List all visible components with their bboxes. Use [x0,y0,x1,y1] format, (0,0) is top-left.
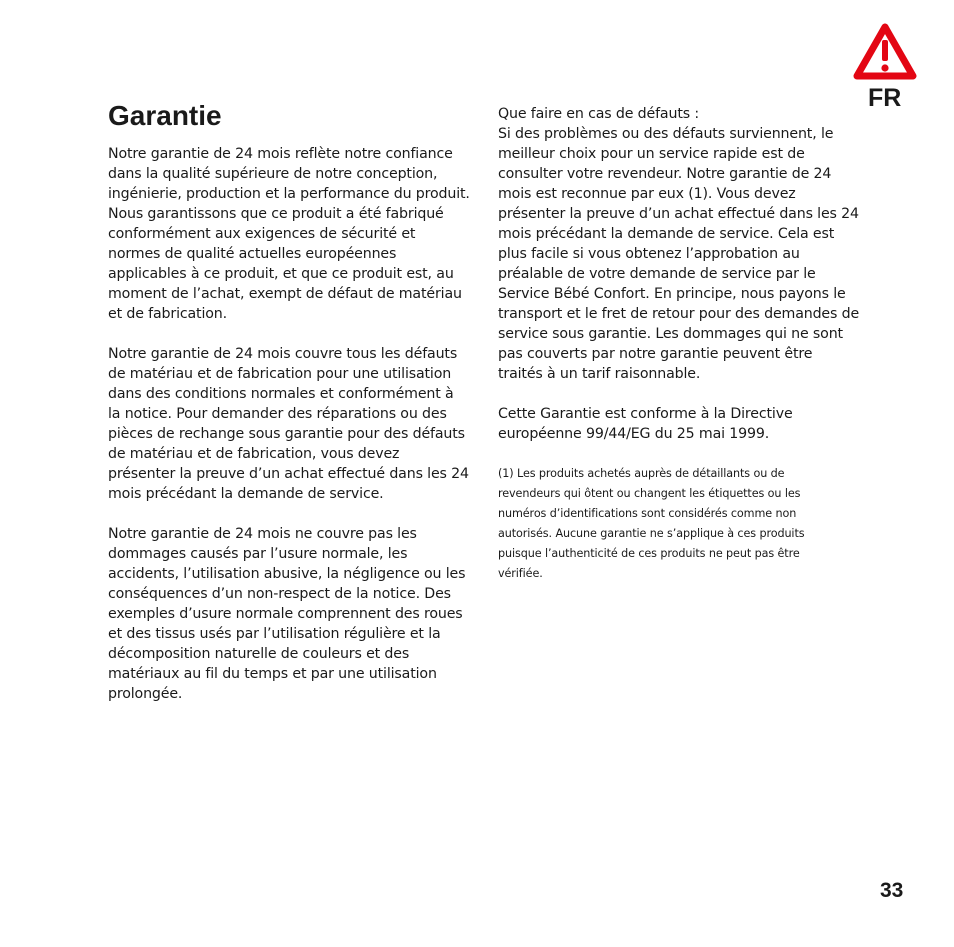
warranty-paragraph-1: Notre garantie de 24 mois reflète notre confiance dans la qualité supérieure de notre conception, ingénierie, production et la performance du produit. Nous garantissons que ce produit a été fabriqué conformément aux exigences de sécurité et normes de qualité actuelles européennes applicables à ce produit, et que ce produit est, au moment de l’achat, exempt de défaut de matériau et de fabrication. [108,146,470,322]
defects-paragraph: Si des problèmes ou des défauts surviennent, le meilleur choix pour un service rapide est de consulter votre revendeur. Notre garantie de 24 mois est reconnue par eux (1). Vous devez présenter la preuve d’un achat effectué dans les 24 mois précédant la demande de service. Cela est plus facile si vous obtenez l’approbation au préalable de votre demande de service par le Service Bébé Confort. En principe, nous payons le transport et le fret de retour pour des demandes de service sous garantie. Les dommages qui ne sont pas couverts par notre garantie peuvent être traités à un tarif raisonnable. [498,126,860,382]
directive-paragraph: Cette Garantie est conforme à la Directive européenne 99/44/EG du 25 mai 1999. [498,406,793,442]
page-title: Garantie [108,100,222,131]
page-number: 33 [880,879,904,902]
language-code: FR [868,84,902,112]
footnote: (1) Les produits achetés auprès de détaillants ou de revendeurs qui ôtent ou changent les étiquettes ou les numéros d’identifications sont considérés comme non autorisés. Aucune garantie ne s’applique à ces produits puisque l’authenticité de ces produits ne peut pas être vérifiée. [498,467,805,580]
defects-heading: Que faire en cas de défauts : [498,106,699,122]
warranty-paragraph-2: Notre garantie de 24 mois couvre tous les défauts de matériau et de fabrication pour une utilisation dans des conditions normales et conformément à la notice. Pour demander des réparations ou des pièces de rechange sous garantie pour des défauts de matériau et de fabrication, vous devez présenter la preuve d’un achat effectué dans les 24 mois précédant la demande de service. [108,346,469,502]
left-column [108,144,470,724]
warranty-paragraph-3: Notre garantie de 24 mois ne couvre pas les dommages causés par l’usure normale, les accidents, l’utilisation abusive, la négligence ou les conséquences d’un non-respect de la notice. Des exemples d’usure normale comprennent des roues et des tissus usés par l’utilisation régulière et la décomposition naturelle de couleurs et des matériaux au fil du temps et par une utilisation prolongée. [108,526,466,702]
warning-triangle-icon [852,22,918,82]
right-column [498,104,860,584]
